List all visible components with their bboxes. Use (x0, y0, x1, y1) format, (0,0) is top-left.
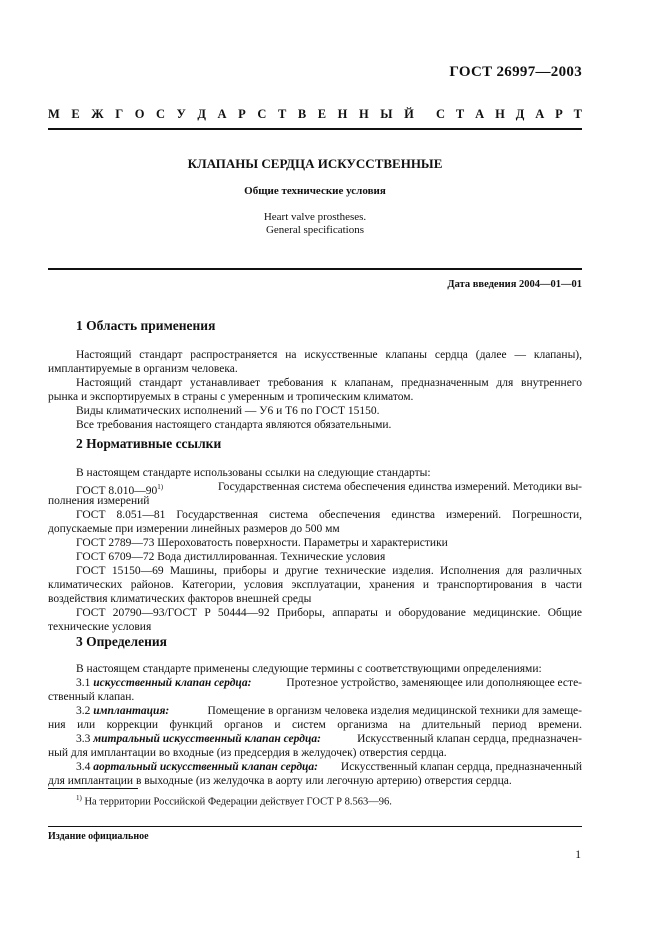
letter: Ж (91, 107, 104, 121)
letter: А (475, 107, 485, 121)
letter: Р (238, 107, 246, 121)
reference-code: ГОСТ 8.010—90$^{1)}$ (76, 483, 164, 497)
definition-text: Протезное устройство, заменяющее или дополняющее есте- (286, 677, 582, 689)
text-line: ственный клапан. (48, 691, 135, 703)
text-line: технические условия (48, 621, 152, 633)
document-title: КЛАПАНЫ СЕРДЦА ИСКУССТВЕННЫЕ (187, 156, 443, 171)
document-subtitle: Общие технические условия (244, 185, 386, 197)
interstate-word (48, 107, 414, 122)
letter: С (156, 107, 166, 121)
text-line: ГОСТ 8.051—81 Государственная система обеспечения единства измерений. Погрешности, (76, 509, 582, 521)
letter: Д (197, 107, 206, 121)
edition-label: Издание официальное (48, 831, 149, 842)
definition-lead: 3.4 аортальный искусственный клапан сердца: (76, 761, 318, 773)
section-heading: 3 Определения (76, 634, 167, 649)
definition-line (76, 732, 582, 746)
page-number: 1 (575, 849, 581, 861)
section-heading: 1 Область применения (76, 318, 216, 333)
footnote-text: На территории Российской Федерации действует ГОСТ Р 8.563—96. (84, 796, 392, 808)
text-line: рынка и экспортируемых в страны с умеренным и тропическим климатом. (48, 391, 414, 403)
text-line: ГОСТ 20790—93/ГОСТ Р 50444—92 Приборы, аппараты и оборудование медицинские. Общие (76, 607, 582, 619)
text-line: ГОСТ 15150—69 Машины, приборы и другие технические изделия. Исполнения для различных (76, 565, 582, 577)
letter: Н (495, 107, 505, 121)
footnote (76, 794, 392, 808)
text-line: Настоящий стандарт распространяется на искусственные клапаны сердца (далее — клапаны), (76, 349, 582, 361)
letter: Т (277, 107, 287, 121)
text-line: допускаемые при измерении линейных размеров до 500 мм (48, 523, 340, 535)
letter: Е (317, 107, 327, 121)
definition-lead: 3.1 искусственный клапан сердца: (76, 677, 252, 689)
definition-lead: 3.3 митральный искусственный клапан сердца: (76, 733, 321, 745)
letter: О (134, 107, 145, 121)
letter: Й (404, 107, 414, 121)
title-rule (48, 268, 582, 270)
text-line: В настоящем стандарте использованы ссылки на следующие стандарты: (76, 467, 431, 479)
header-rule (48, 128, 582, 130)
letter: А (535, 107, 545, 121)
letter: У (176, 107, 186, 121)
english-title-line-1: Heart valve prostheses. (263, 211, 367, 223)
introduction-date: Дата введения 2004—01—01 (447, 279, 582, 290)
standard-word (436, 107, 582, 122)
text-line: полнения измерений (48, 495, 150, 507)
letter: Т (573, 107, 582, 121)
text-line: ГОСТ 2789—73 Шероховатость поверхности. Параметры и характеристики (76, 537, 448, 549)
text-line: В настоящем стандарте применены следующие термины с соответствующими определениями: (76, 663, 542, 675)
letter: Р (555, 107, 563, 121)
definition-text: Помещение в организм человека изделия медицинской техники для замеще- (207, 705, 582, 717)
text-line: для имплантации в выходные (из желудочка в аорту или легочную артерию) отверстия сердца. (48, 775, 512, 787)
letter: Н (358, 107, 369, 121)
reference-title: Государственная система обеспечения единства измерений. Методики вы- (217, 481, 582, 493)
section-heading: 2 Нормативные ссылки (76, 436, 222, 451)
letter: М (48, 107, 60, 121)
letter: С (257, 107, 267, 121)
definition-text: Искусственный клапан сердца, предназначен- (357, 733, 582, 745)
footnote-mark: 1) (76, 794, 82, 802)
text-line: Виды климатических исполнений — У6 и Т6 по ГОСТ 15150. (76, 405, 380, 417)
letter: А (217, 107, 227, 121)
definition-text: Искусственный клапан сердца, предназначенный (340, 761, 582, 773)
edition-rule (48, 826, 582, 827)
standard-code: ГОСТ 26997—2003 (449, 64, 582, 80)
text-line: Все требования настоящего стандарта являются обязательными. (76, 419, 392, 431)
text-line: ния или коррекции функций органов и систем организма на длительный период времени. (48, 719, 582, 731)
letter: Т (455, 107, 465, 121)
letter: Г (115, 107, 124, 121)
letter: Д (515, 107, 525, 121)
letter: В (297, 107, 307, 121)
letter: Е (71, 107, 80, 121)
text-line: ГОСТ 6709—72 Вода дистиллированная. Технические условия (76, 551, 386, 563)
text-line: климатических районов. Категории, условия эксплуатации, хранения и транспортирования в части (48, 579, 582, 591)
text-line: имплантируемые в организм человека. (48, 363, 238, 375)
definition-lead: 3.2 имплантация: (76, 705, 170, 717)
definition-line (76, 704, 582, 718)
definition-line (76, 760, 582, 774)
interstate-standard-heading (48, 107, 582, 122)
english-title-line-2: General specifications (265, 224, 365, 236)
letter: Н (337, 107, 348, 121)
definition-line (76, 676, 582, 690)
text-line: ный для имплантации во входные (из предсердия в желудочек) отверстия сердца. (48, 747, 447, 759)
letter: Ы (380, 107, 393, 121)
footnote-rule (48, 788, 138, 789)
text-line: Настоящий стандарт устанавливает требования к клапанам, предназначенным для внутреннего (76, 377, 582, 389)
letter: С (436, 107, 446, 121)
text-line: воздействия климатических факторов внешней среды (48, 593, 312, 605)
